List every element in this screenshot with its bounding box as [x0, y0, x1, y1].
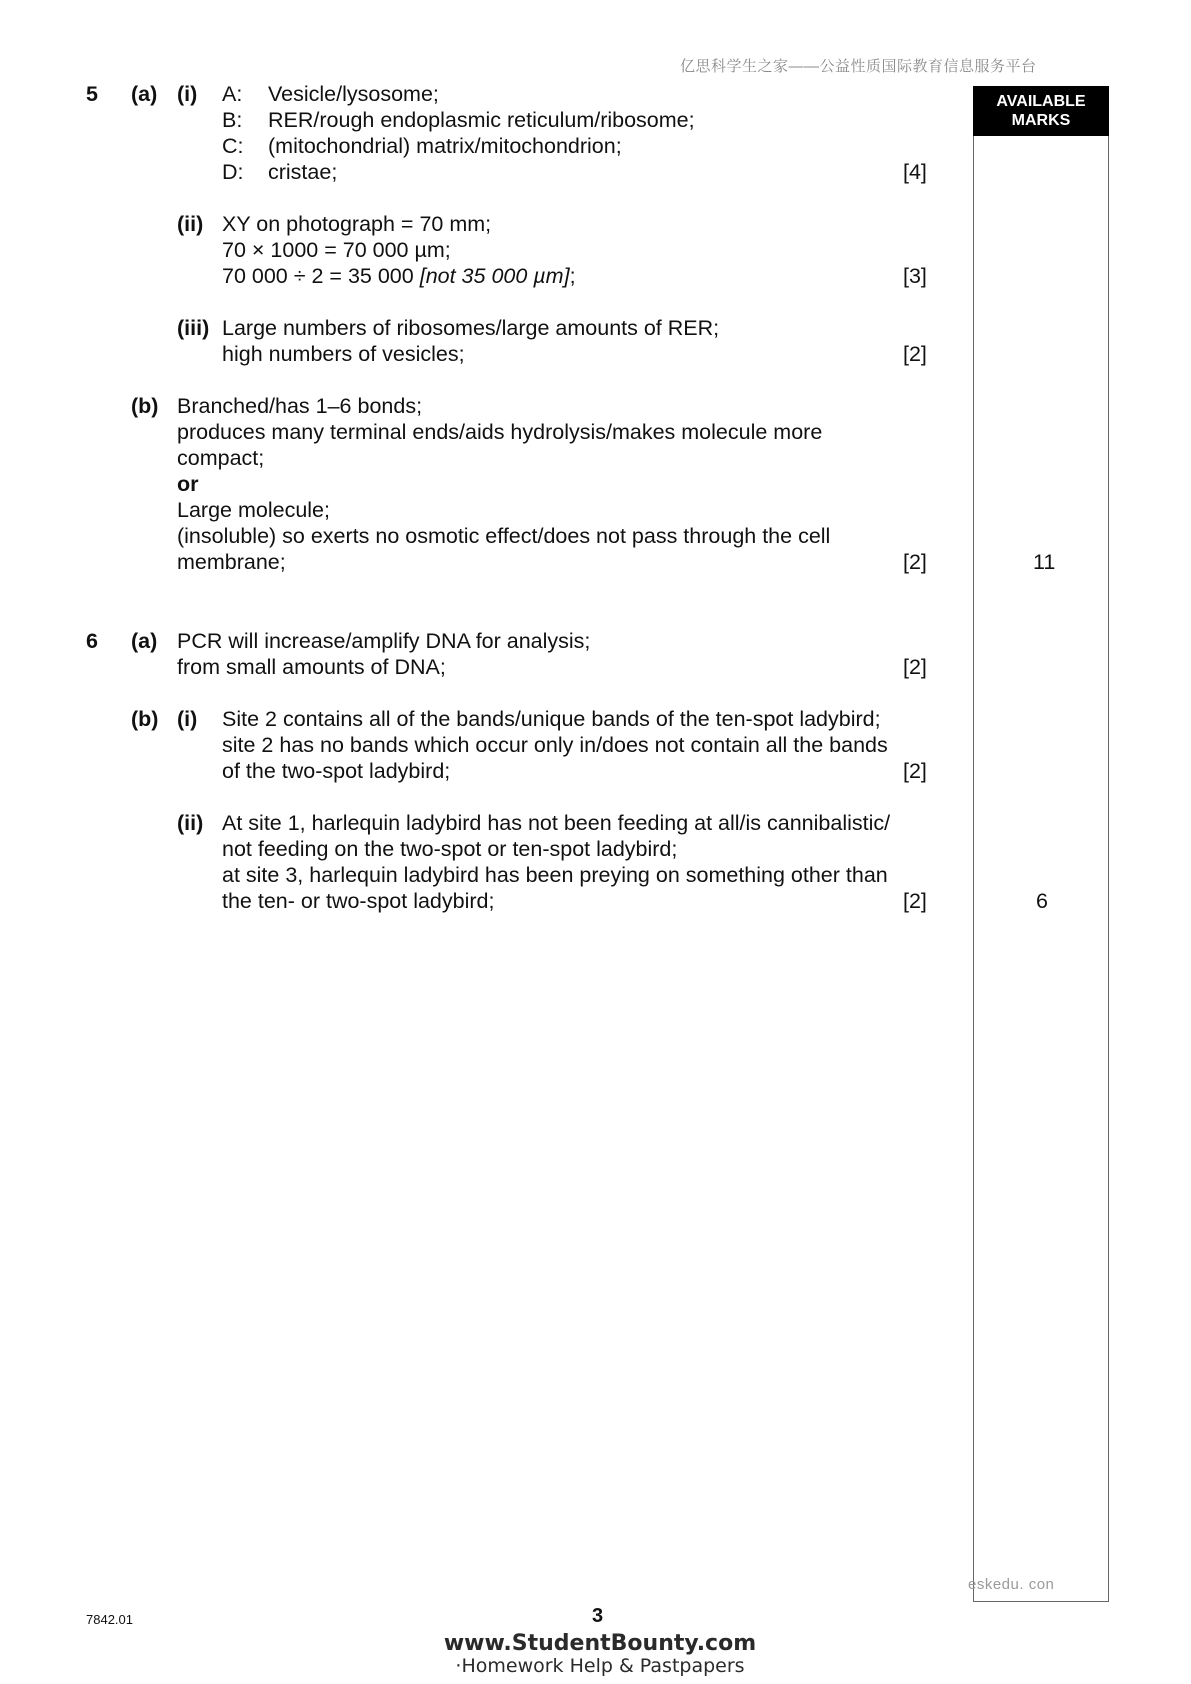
answer-key-a: A:: [222, 82, 243, 106]
mark-allocation: [3]: [903, 264, 927, 288]
answer-key-c: C:: [222, 134, 244, 158]
subpart-label: (ii): [177, 811, 204, 835]
available-marks-title-line1: AVAILABLE: [996, 93, 1086, 110]
calc-note: [not 35 000 µm]: [419, 264, 570, 288]
part-label: (a): [131, 629, 158, 653]
answer-line: PCR will increase/amplify DNA for analysis;: [177, 629, 591, 653]
page-number: 3: [592, 1605, 604, 1627]
subpart-label: (i): [177, 707, 198, 731]
mark-allocation: [2]: [903, 759, 927, 783]
calc-text: 70 000 ÷ 2 = 35 000: [222, 264, 414, 288]
paper-code: 7842.01: [86, 1612, 133, 1627]
answer-line: At site 1, harlequin ladybird has not been feeding at all/is cannibalistic/: [222, 811, 891, 835]
header-watermark: 亿思科学生之家——公益性质国际教育信息服务平台: [680, 58, 1037, 75]
answer-line: 70 × 1000 = 70 000 µm;: [222, 238, 451, 262]
answer-text-d: cristae;: [268, 160, 338, 184]
answer-line: Branched/has 1–6 bonds;: [177, 394, 423, 418]
subpart-label: (iii): [177, 316, 210, 340]
answer-key-d: D:: [222, 160, 244, 184]
part-label: (b): [131, 707, 159, 731]
answer-line: produces many terminal ends/aids hydrolysis/makes molecule more: [177, 420, 823, 444]
answer-line: site 2 has no bands which occur only in/does not contain all the bands: [222, 733, 888, 757]
available-marks-header: [973, 86, 1109, 136]
studentbounty-url: www.StudentBounty.com: [443, 1631, 757, 1656]
subpart-label: (ii): [177, 212, 204, 236]
answer-line: (insoluble) so exerts no osmotic effect/does not pass through the cell: [177, 524, 831, 548]
answer-line: membrane;: [177, 550, 286, 574]
answer-line: at site 3, harlequin ladybird has been preying on something other than: [222, 863, 888, 887]
mark-allocation: [2]: [903, 655, 927, 679]
answer-line: of the two-spot ladybird;: [222, 759, 451, 783]
answer-line: Large numbers of ribosomes/large amounts of RER;: [222, 316, 720, 340]
or-separator: or: [177, 472, 199, 496]
studentbounty-logo: [440, 1632, 760, 1676]
mark-allocation: [4]: [903, 160, 927, 184]
calc-end: ;: [569, 264, 576, 288]
answer-text-b: RER/rough endoplasmic reticulum/ribosome;: [268, 108, 695, 132]
question-number: 6: [86, 629, 98, 653]
available-marks-column: [973, 86, 1109, 1602]
available-marks-total: 6: [1036, 889, 1048, 913]
answer-text-a: Vesicle/lysosome;: [268, 82, 439, 106]
mark-allocation: [2]: [903, 550, 927, 574]
answer-text-c: (mitochondrial) matrix/mitochondrion;: [268, 134, 622, 158]
answer-line: Site 2 contains all of the bands/unique bands of the ten-spot ladybird;: [222, 707, 881, 731]
studentbounty-tagline: ·Homework Help & Pastpapers: [455, 1655, 745, 1677]
bottom-watermark: eskedu. con: [968, 1576, 1055, 1593]
answer-line: high numbers of vesicles;: [222, 342, 465, 366]
answer-key-b: B:: [222, 108, 243, 132]
subpart-label: (i): [177, 82, 198, 106]
answer-line: compact;: [177, 446, 265, 470]
answer-line: the ten- or two-spot ladybird;: [222, 889, 495, 913]
answer-line: Large molecule;: [177, 498, 330, 522]
part-label: (a): [131, 82, 158, 106]
answer-line: not feeding on the two-spot or ten-spot ladybird;: [222, 837, 678, 861]
part-label: (b): [131, 394, 159, 418]
available-marks-title-line2: MARKS: [1011, 112, 1071, 129]
answer-line: from small amounts of DNA;: [177, 655, 446, 679]
available-marks-total: 11: [1033, 550, 1056, 574]
mark-allocation: [2]: [903, 889, 927, 913]
answer-line: [222, 263, 576, 289]
answer-line: XY on photograph = 70 mm;: [222, 212, 492, 236]
mark-allocation: [2]: [903, 342, 927, 366]
question-number: 5: [86, 82, 98, 106]
